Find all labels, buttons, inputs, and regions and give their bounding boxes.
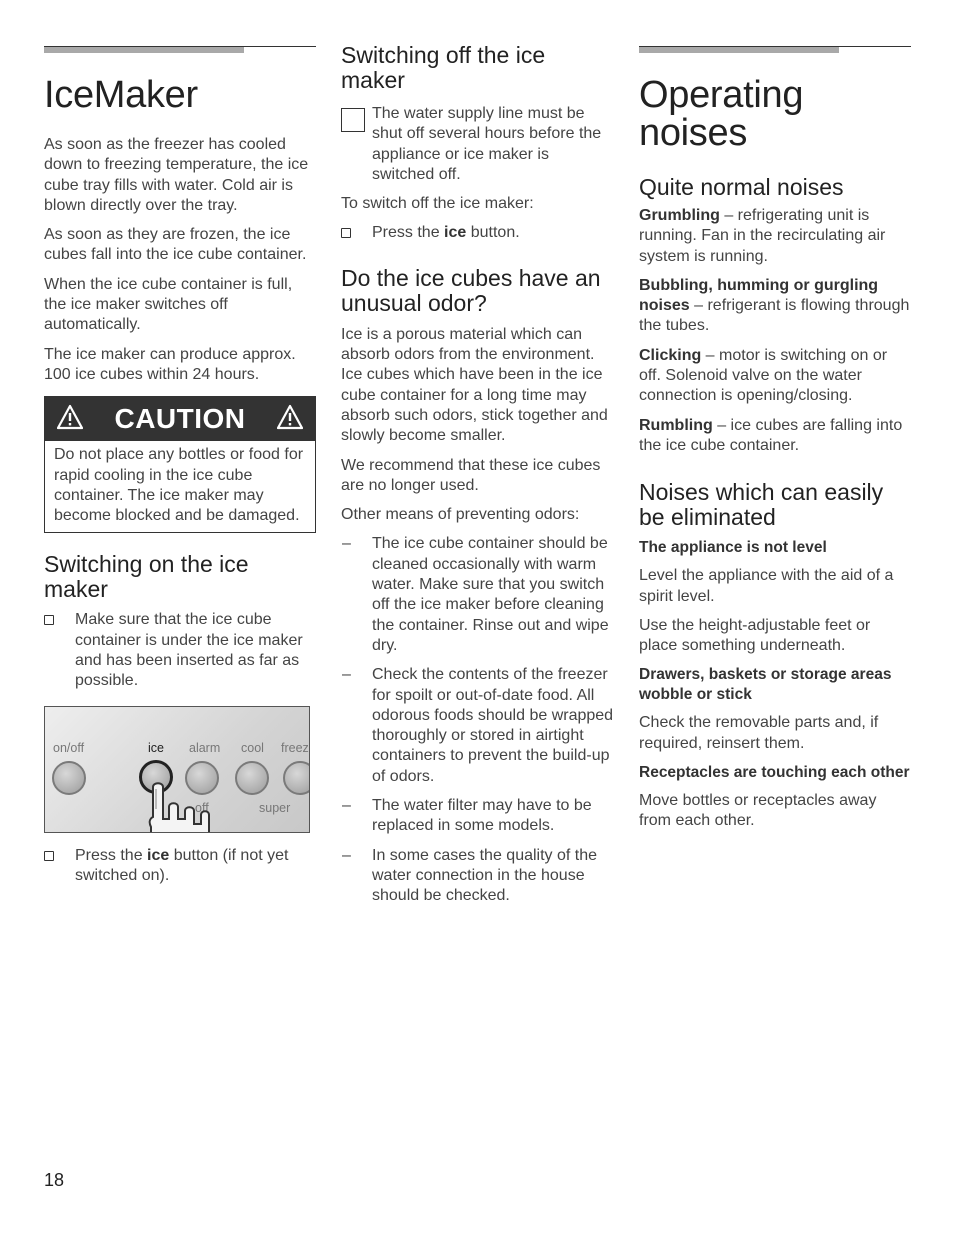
- note-block: [341, 104, 615, 185]
- list-item: – Check the contents of the freezer for spoilt or out-of-date food. All odorous foods should be wrapped thoroughly or stored in airtight containers to prevent the build-up of odors.: [342, 666, 614, 785]
- not-level-paragraph: Use the height-adjustable feet or place something underneath.: [639, 616, 871, 655]
- checkbox-bullet-icon: [44, 615, 54, 625]
- odor-heading: Do the ice cubes have an unusual odor?: [341, 264, 601, 316]
- list-item: Press the ice button.: [341, 223, 615, 243]
- odor-paragraph: Ice is a porous material which can absorb odors from the environment. Ice cubes which have been in the ice cube container for a long time may absorb such odors, stick together and slowly become smaller.: [341, 325, 608, 445]
- noise-entry: Rumbling – ice cubes are falling into the ice cube container.: [639, 416, 903, 454]
- header-rule-left: [44, 46, 316, 47]
- not-level-heading: The appliance is not level: [639, 539, 827, 557]
- panel-label-cool: cool: [241, 740, 264, 755]
- noises-title: Operating noises: [639, 74, 804, 154]
- intro-paragraph: When the ice cube container is full, the ice maker switches off automatically.: [44, 275, 293, 334]
- not-level-paragraph: Level the appliance with the aid of a spirit level.: [639, 567, 894, 605]
- odor-paragraph: We recommend that these ice cubes are no longer used.: [341, 456, 601, 494]
- header-rule-right: [639, 46, 911, 47]
- receptacles-heading: Receptacles are touching each other: [639, 764, 910, 782]
- checkbox-bullet-icon: [341, 228, 351, 238]
- list-item: [44, 610, 316, 691]
- header-bar-right: [639, 46, 839, 53]
- panel-label-super: super: [259, 800, 291, 815]
- list-item: Press the ice button (if not yet switched on).: [44, 846, 316, 887]
- normal-noises-heading: Quite normal noises: [639, 174, 844, 200]
- pointing-hand-icon: [145, 779, 245, 833]
- noise-entry: Grumbling – refrigerating unit is running. Fan in the recirculating air system is running.: [639, 207, 886, 265]
- panel-label-off: off: [195, 800, 209, 815]
- caution-box: [44, 396, 316, 533]
- caution-label: CAUTION: [114, 403, 246, 435]
- intro-paragraph: The ice maker can produce approx. 100 ice cubes within 24 hours.: [44, 345, 296, 383]
- noise-entry: Bubbling, humming or gurgling noises – refrigerant is flowing through the tubes.: [639, 276, 910, 335]
- page-number: 18: [44, 1170, 65, 1190]
- note-text: The water supply line must be shut off several hours before the appliance or ice maker is switched off.: [372, 105, 602, 183]
- list-item: – The ice cube container should be cleaned occasionally with warm water. Make sure that you switch off the ice maker before cleaning the container. Rinse out and wipe dry.: [342, 535, 609, 654]
- column-switch-off-odor: [341, 43, 615, 916]
- freeze-button-illustration: [283, 761, 310, 795]
- list-item: – In some cases the quality of the water connection in the house should be checked.: [342, 846, 598, 905]
- column-icemaker: [44, 76, 316, 895]
- control-panel-illustration: [44, 706, 310, 833]
- on-off-button-illustration: [52, 761, 86, 795]
- switch-off-heading: Switching off the ice maker: [341, 42, 546, 93]
- receptacles-paragraph: Move bottles or receptacles away from each other.: [639, 792, 877, 830]
- list-item: – The water filter may have to be replaced in some models.: [342, 797, 592, 835]
- odor-paragraph: Other means of preventing odors:: [341, 506, 580, 524]
- panel-label-on-off: on/off: [53, 740, 85, 755]
- header-bar-left: [44, 46, 244, 53]
- drawers-heading: Drawers, baskets or storage areas wobble or stick: [639, 666, 892, 704]
- panel-label-ice: ice: [148, 740, 164, 755]
- step-text: Make sure that the ice cube container is under the ice maker and has been inserted as far as possible.: [75, 611, 303, 690]
- note-icon: [341, 108, 365, 132]
- column-operating-noises: [639, 76, 911, 841]
- caution-header: [45, 397, 315, 441]
- switch-on-heading: Switching on the ice maker: [44, 551, 249, 603]
- panel-label-freeze: freez: [281, 740, 309, 755]
- intro-paragraph: As soon as they are frozen, the ice cubes fall into the ice cube container.: [44, 226, 307, 264]
- checkbox-bullet-icon: [44, 851, 54, 861]
- noise-entry: Clicking – motor is switching on or off. Solenoid valve on the water connection is opening/closing.: [639, 346, 888, 405]
- warning-triangle-icon: [277, 404, 303, 430]
- panel-label-alarm: alarm: [189, 740, 221, 755]
- caution-text: Do not place any bottles or food for rapid cooling in the ice cube container. The ice maker may become blocked and be damaged.: [54, 446, 304, 525]
- icemaker-title: IceMaker: [44, 74, 198, 116]
- intro-paragraph: As soon as the freezer has cooled down to freezing temperature, the ice cube tray fills with water. Cold air is blown directly over the tray.: [44, 136, 309, 214]
- drawers-paragraph: Check the removable parts and, if required, reinsert them.: [639, 714, 879, 752]
- switch-off-intro: To switch off the ice maker:: [341, 195, 534, 213]
- eliminated-noises-heading: Noises which can easily be eliminated: [639, 479, 884, 531]
